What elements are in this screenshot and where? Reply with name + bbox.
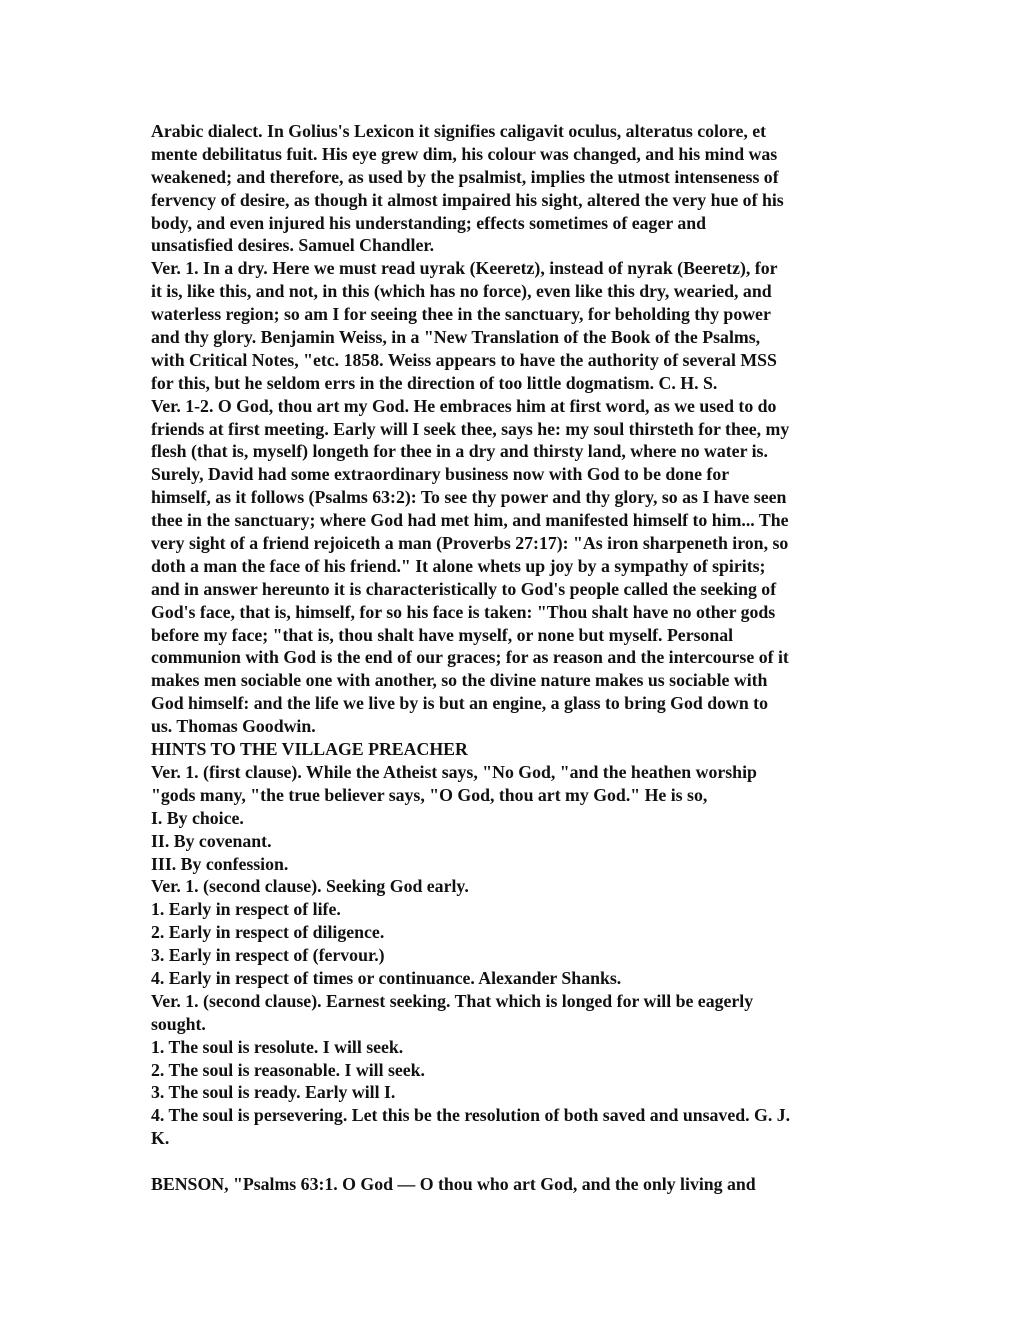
text-line: doth a man the face of his friend." It alone whets up joy by a sympathy of spirits; — [151, 555, 766, 576]
text-line: himself, as it follows (Psalms 63:2): To see thy power and thy glory, so as I have seen — [151, 487, 787, 508]
text-line: for this, but he seldom errs in the direction of too little dogmatism. C. H. S. — [151, 372, 718, 393]
text-line: Arabic dialect. In Golius's Lexicon it signifies caligavit oculus, alteratus colore, et — [151, 121, 767, 141]
text-line: unsatisfied desires. Samuel Chandler. — [151, 235, 435, 256]
text-line: Ver. 1-2. O God, thou art my God. He embraces him at first word, as we used to do — [151, 395, 777, 416]
list-item: II. By covenant. — [151, 830, 272, 851]
text-line: BENSON, "Psalms 63:1. O God — O thou who art God, and the only living and — [151, 1173, 756, 1194]
text-line: Ver. 1. In a dry. Here we must read uyrak (Keeretz), instead of nyrak (Beeretz), for — [151, 258, 778, 279]
blank-line — [151, 1150, 881, 1173]
text-line: friends at first meeting. Early will I seek thee, says he: my soul thirsteth for thee, my — [151, 418, 790, 439]
text-line: before my face; "that is, thou shalt have myself, or none but myself. Personal — [151, 624, 734, 645]
text-line: Surely, David had some extraordinary business now with God to be done for — [151, 464, 730, 485]
text-line: fervency of desire, as though it almost impaired his sight, altered the very hue of his — [151, 189, 784, 210]
list-item: III. By confession. — [151, 853, 289, 874]
text-line: body, and even injured his understanding; effects sometimes of eager and — [151, 212, 707, 233]
list-item: 3. The soul is ready. Early will I. — [151, 1082, 396, 1103]
text-line: K. — [151, 1128, 170, 1149]
text-line: Ver. 1. (second clause). Seeking God early. — [151, 876, 469, 897]
section-heading: HINTS TO THE VILLAGE PREACHER — [151, 739, 468, 760]
text-line: and in answer hereunto it is characteristically to God's people called the seeking of — [151, 578, 777, 599]
text-line: it is, like this, and not, in this (which has no force), even like this dry, wearied, and — [151, 281, 772, 302]
list-item: 4. The soul is persevering. Let this be the resolution of both saved and unsaved. G. J. — [151, 1105, 791, 1126]
text-line: makes men sociable one with another, so the divine nature makes us sociable with — [151, 670, 768, 691]
list-item: 3. Early in respect of (fervour.) — [151, 945, 385, 966]
text-line: Ver. 1. (first clause). While the Atheist says, "No God, "and the heathen worship — [151, 761, 757, 782]
list-item: I. By choice. — [151, 807, 244, 828]
text-line: sought. — [151, 1013, 206, 1034]
text-line: Ver. 1. (second clause). Earnest seeking. That which is longed for will be eagerly — [151, 990, 754, 1011]
text-line: flesh (that is, myself) longeth for thee in a dry and thirsty land, where no water is. — [151, 441, 768, 462]
text-line: very sight of a friend rejoiceth a man (Proverbs 27:17): "As iron sharpeneth iron, so — [151, 533, 789, 554]
text-line: God's face, that is, himself, for so his face is taken: "Thou shalt have no other gods — [151, 601, 776, 622]
text-line: communion with God is the end of our graces; for as reason and the intercourse of it — [151, 647, 789, 668]
text-line: weakened; and therefore, as used by the psalmist, implies the utmost intenseness of — [151, 166, 779, 187]
text-line: mente debilitatus fuit. His eye grew dim, his colour was changed, and his mind was — [151, 143, 778, 164]
text-line: us. Thomas Goodwin. — [151, 716, 316, 737]
text-line: and thy glory. Benjamin Weiss, in a "New Translation of the Book of the Psalms, — [151, 327, 761, 348]
document-page — [151, 120, 881, 1196]
text-line: with Critical Notes, "etc. 1858. Weiss appears to have the authority of several MSS — [151, 349, 777, 370]
list-item: 4. Early in respect of times or continuance. Alexander Shanks. — [151, 967, 622, 988]
list-item: 1. The soul is resolute. I will seek. — [151, 1036, 404, 1057]
text-line: waterless region; so am I for seeing thee in the sanctuary, for beholding thy power — [151, 304, 771, 325]
list-item: 1. Early in respect of life. — [151, 899, 341, 920]
text-line: "gods many, "the true believer says, "O God, thou art my God." He is so, — [151, 784, 708, 805]
text-line: God himself: and the life we live by is but an engine, a glass to bring God down to — [151, 693, 768, 714]
text-line: thee in the sanctuary; where God had met him, and manifested himself to him... The — [151, 510, 789, 531]
list-item: 2. The soul is reasonable. I will seek. — [151, 1059, 426, 1080]
list-item: 2. Early in respect of diligence. — [151, 922, 385, 943]
